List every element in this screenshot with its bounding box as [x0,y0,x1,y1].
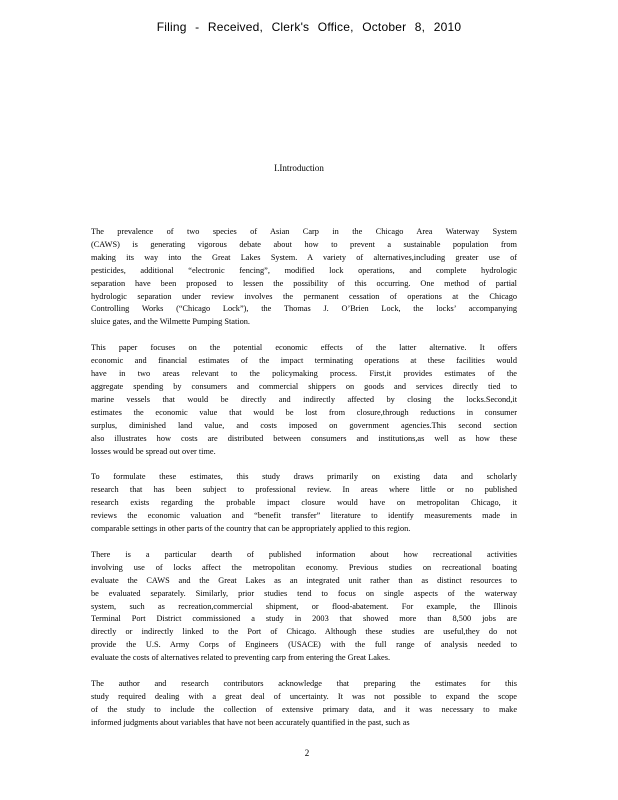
paragraph [91,549,517,665]
paragraph [91,342,517,458]
paragraph [91,471,517,536]
text-line: economic and financial estimates of the impact terminating operations at these facilities would [91,356,517,366]
text-line: informed judgments about variables that have not been accurately quantified in the past, such as [91,717,410,727]
text-line: study required dealing with a great deal of uncertainty. It was not possible to expand the scope [91,692,517,701]
text-line: research that has been subject to professional review. In areas where little or no published [91,485,517,495]
text-line: involving use of locks affect the metropolitan economy. Previous studies on recreational boating [91,562,517,572]
text-line: research exists regarding the probable impact closure would have on metropolitan Chicago, it [91,498,517,508]
text-line: hydrologic separation under review involves the permanent cessation of operations at the Chicago [91,291,517,301]
page-number: 2 [304,748,310,758]
text-line: The author and research contributors acknowledge that preparing the estimates for this [91,679,517,689]
section-heading: I.Introduction [274,163,324,173]
text-line: The prevalence of two species of Asian Carp in the Chicago Area Waterway System [91,227,517,236]
text-line: To formulate these estimates, this study draws primarily on existing data and scholarly [91,472,517,482]
text-line: Terminal Port District commissioned a study in 2003 that showed more than 8,500 jobs are [91,614,517,624]
text-line: sluice gates, and the Wilmette Pumping Station. [91,317,250,327]
paragraph [91,678,517,730]
text-line: evaluate the CAWS and the Great Lakes as an integrated unit rather than as distinct resources to [91,575,517,585]
text-line: also illustrates how costs are distributed between consumers and institutions,as well as how these [91,433,517,443]
text-line: aggregate spending by consumers and commercial shippers on goods and services directly tied to [91,381,517,391]
text-line: have in two areas relevant to the policymaking process. First,it provides estimates of the [91,369,517,379]
text-line: be evaluated separately. Similarly, prior studies tend to focus on single aspects of the waterway [91,588,517,598]
text-line: separation have been proposed to lessen the possibility of this occurring. One method of partial [91,278,517,288]
body-text [91,226,517,743]
text-line: making its way into the Great Lakes System. A variety of alternatives,including greater use of [91,252,517,262]
text-line: (CAWS) is generating vigorous debate about how to prevent a sustainable population from [91,239,517,249]
text-line: This paper focuses on the potential economic effects of the latter alternative. It offers [91,343,517,353]
text-line: evaluate the costs of alternatives related to preventing carp from entering the Great Lakes. [91,653,391,663]
text-line: marine vessels that would be directly and indirectly affected by closing the locks.Second,it [91,394,517,404]
text-line: provide the U.S. Army Corps of Engineers (USACE) with the full range of analysis needed to [91,640,517,650]
text-line: of the study to include the collection of extensive primary data, and it was necessary to make [91,704,517,714]
text-line: estimates the economic value that would be lost from closure,through reductions in consumer [91,407,517,417]
text-line: directly or indirectly linked to the Port of Chicago. Although these studies are useful,they do not [91,627,517,637]
text-line: pesticides, additional “electronic fencing”, modified lock operations, and complete hydrologic [91,265,517,275]
text-line: losses would be spread out over time. [91,446,216,456]
text-line: reviews the economic valuation and “benefit transfer” literature to identify measurements made in [91,511,517,521]
text-line: surplus, diminished land value, and costs imposed on government agencies.This second section [91,420,517,430]
text-line: system, such as recreation,commercial shipment, or flood-abatement. For example, the Illinois [91,601,517,611]
filing-stamp-header: Filing - Received, Clerk's Office, October 8, 2010 [156,20,462,34]
text-line: Controlling Works (“Chicago Lock”), the Thomas J. O’Brien Lock, the locks’ accompanying [91,304,517,314]
paragraph [91,226,517,329]
text-line: comparable settings in other parts of the country that can be appropriately applied to this region. [91,524,411,534]
text-line: There is a particular dearth of published information about how recreational activities [91,549,517,559]
